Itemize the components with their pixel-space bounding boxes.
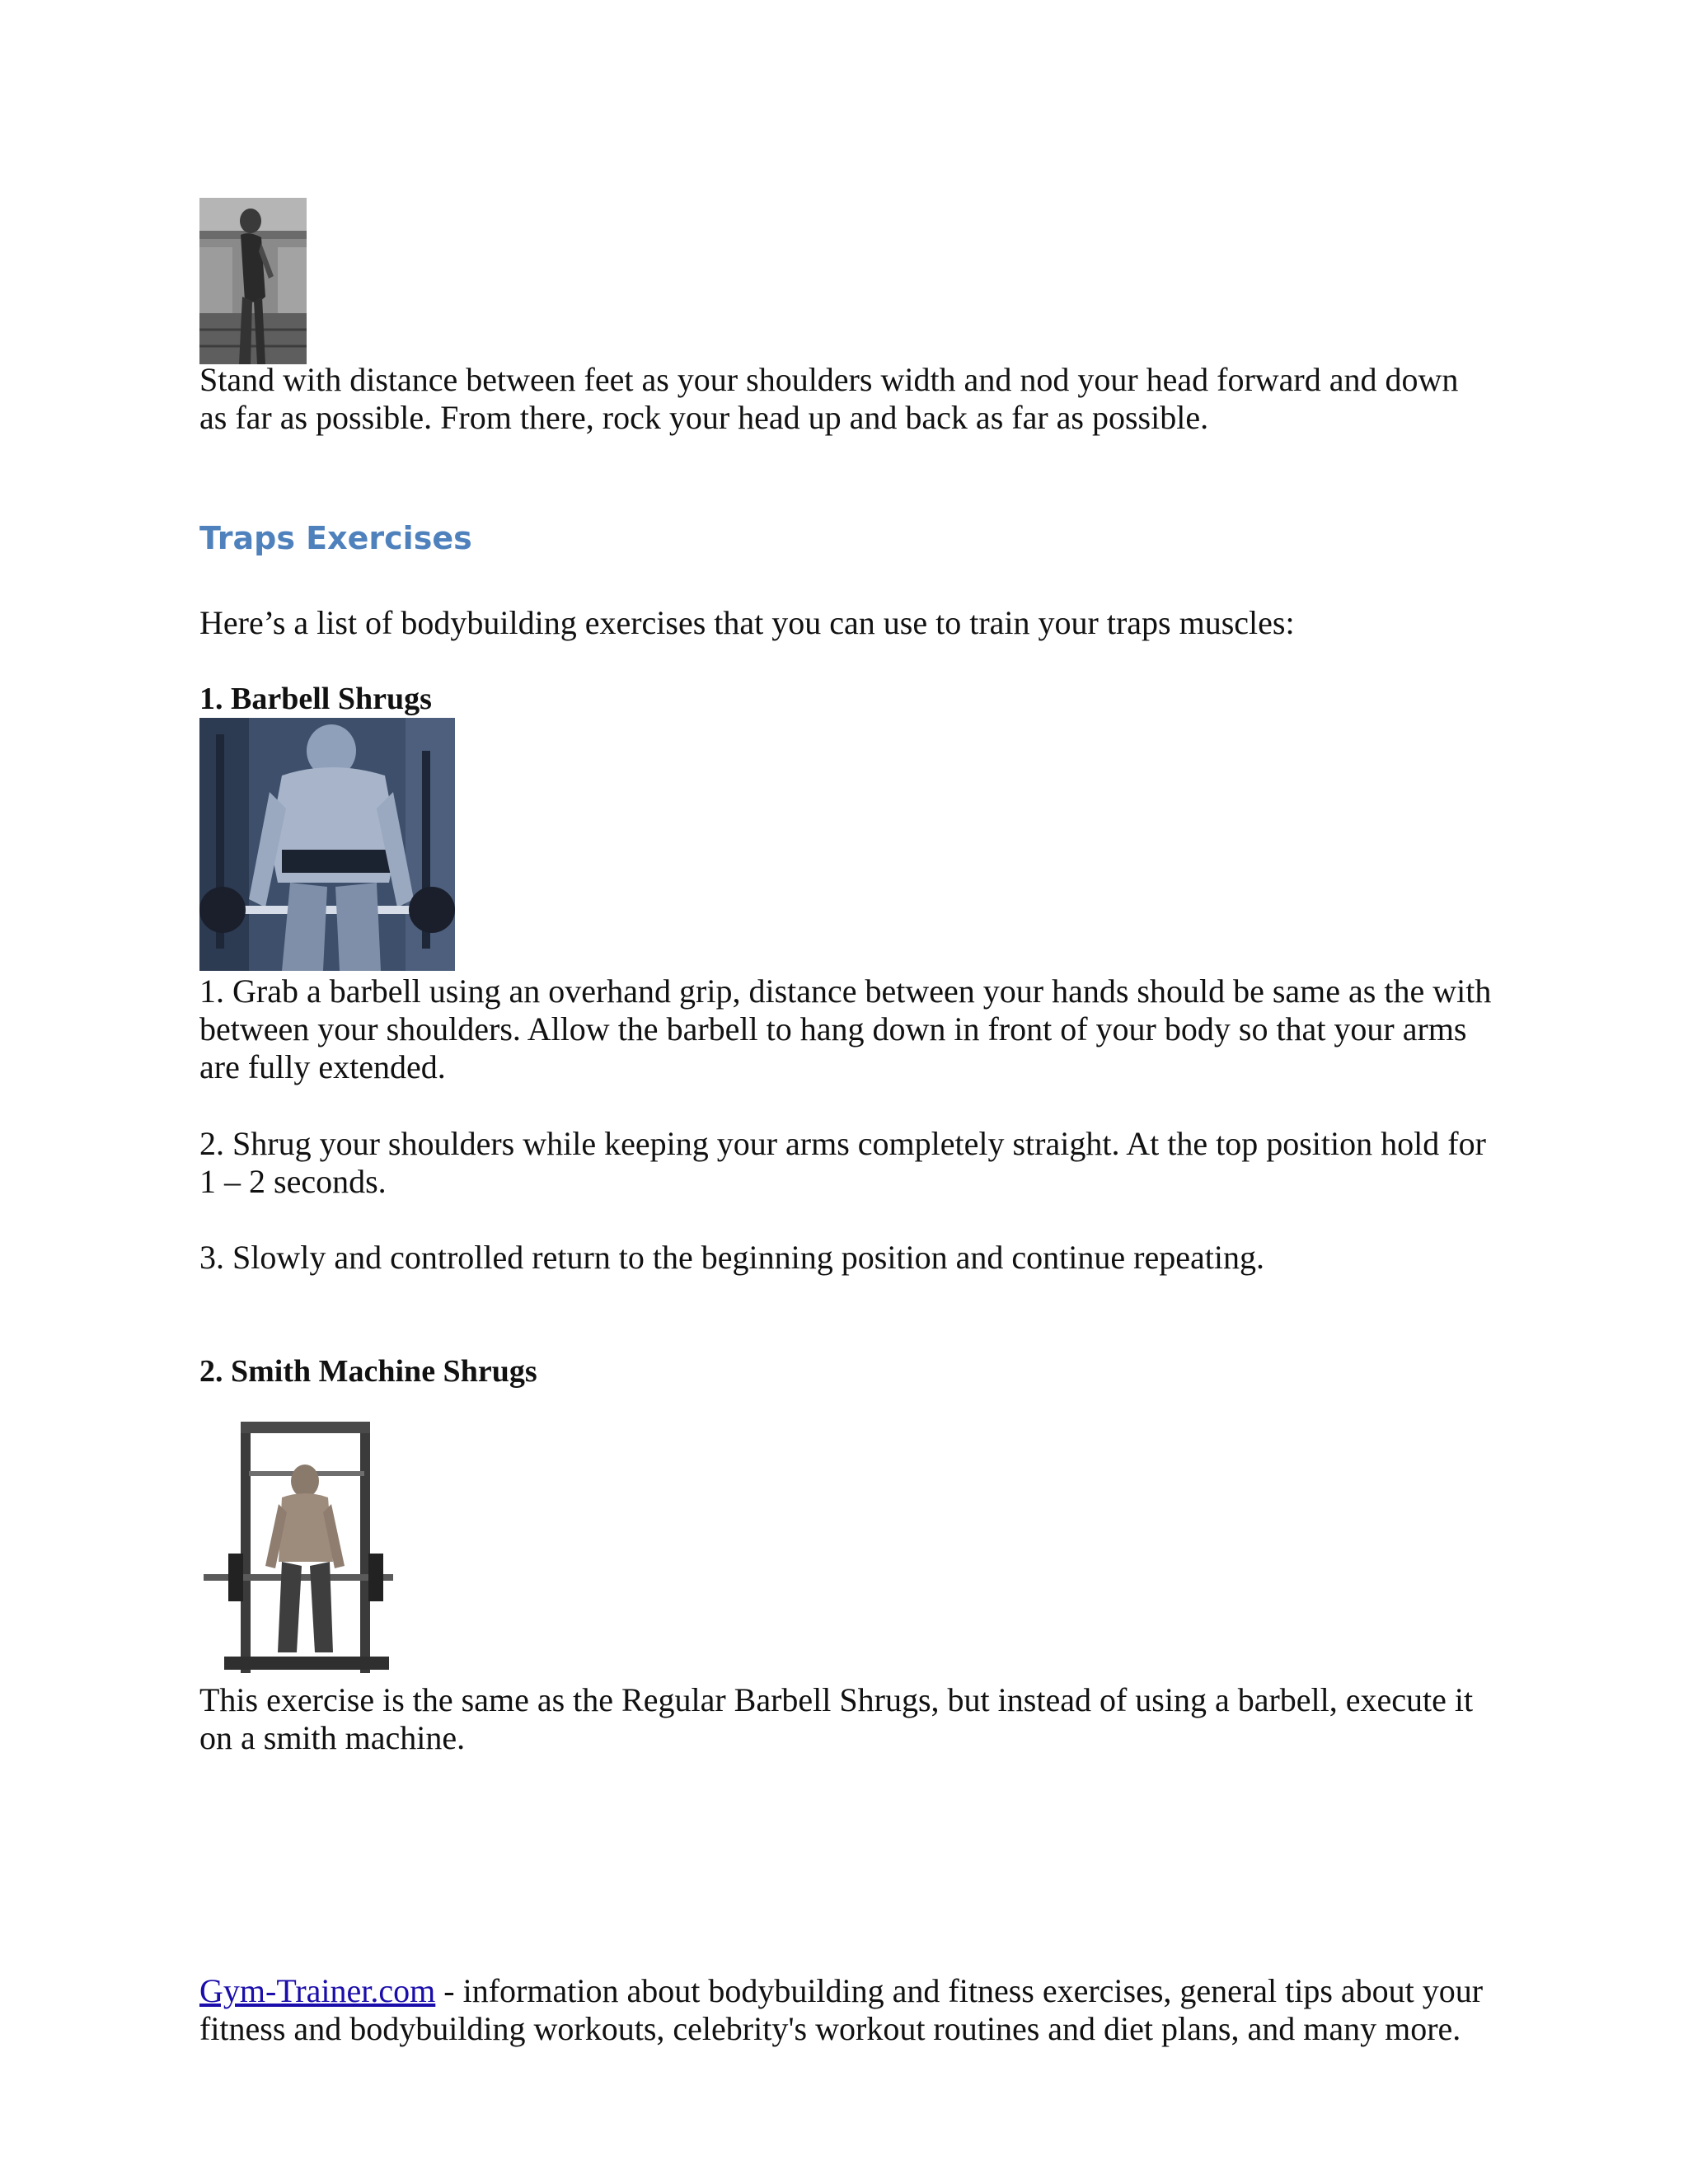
barbell-shrugs-image (199, 718, 455, 971)
gym-trainer-link[interactable]: Gym-Trainer.com (199, 1972, 436, 2009)
section-heading: Traps Exercises (199, 520, 472, 556)
section-intro: Here’s a list of bodybuilding exercises that you can use to train your traps muscles: (199, 604, 1295, 641)
neck-stretch-photo-icon (199, 198, 307, 364)
neck-stretch-image (199, 198, 307, 364)
exercise2-description: This exercise is the same as the Regular Barbell Shrugs, but instead of using a barbell, execute it on a smith machine. (199, 1681, 1474, 1756)
footer-note (199, 1972, 1493, 2048)
exercise2-title: 2. Smith Machine Shrugs (199, 1354, 537, 1389)
exercise1-title: 1. Barbell Shrugs (199, 682, 432, 716)
exercise1-step-2: 2. Shrug your shoulders while keeping your arms completely straight. At the top position hold for 1 – 2 seconds. (199, 1125, 1486, 1200)
smith-machine-photo-icon (199, 1422, 397, 1679)
footer-text: - information about bodybuilding and fitness exercises, general tips about your fitness and bodybuilding workouts, celebrity's workout routines and diet plans, and many more. (199, 1972, 1484, 2047)
exercise1-step-1: 1. Grab a barbell using an overhand grip, distance between your hands should be same as the with between your shoulders. Allow the barbell to hang down in front of your body so that your arms are fully extended. (199, 972, 1492, 1085)
exercise1-step-3: 3. Slowly and controlled return to the beginning position and continue repeating. (199, 1239, 1264, 1276)
smith-machine-image (199, 1422, 397, 1679)
barbell-shrugs-photo-icon (199, 718, 455, 971)
neck-stretch-description: Stand with distance between feet as your shoulders width and nod your head forward and down as far as possible. From there, rock your head up and back as far as possible. (199, 361, 1459, 436)
